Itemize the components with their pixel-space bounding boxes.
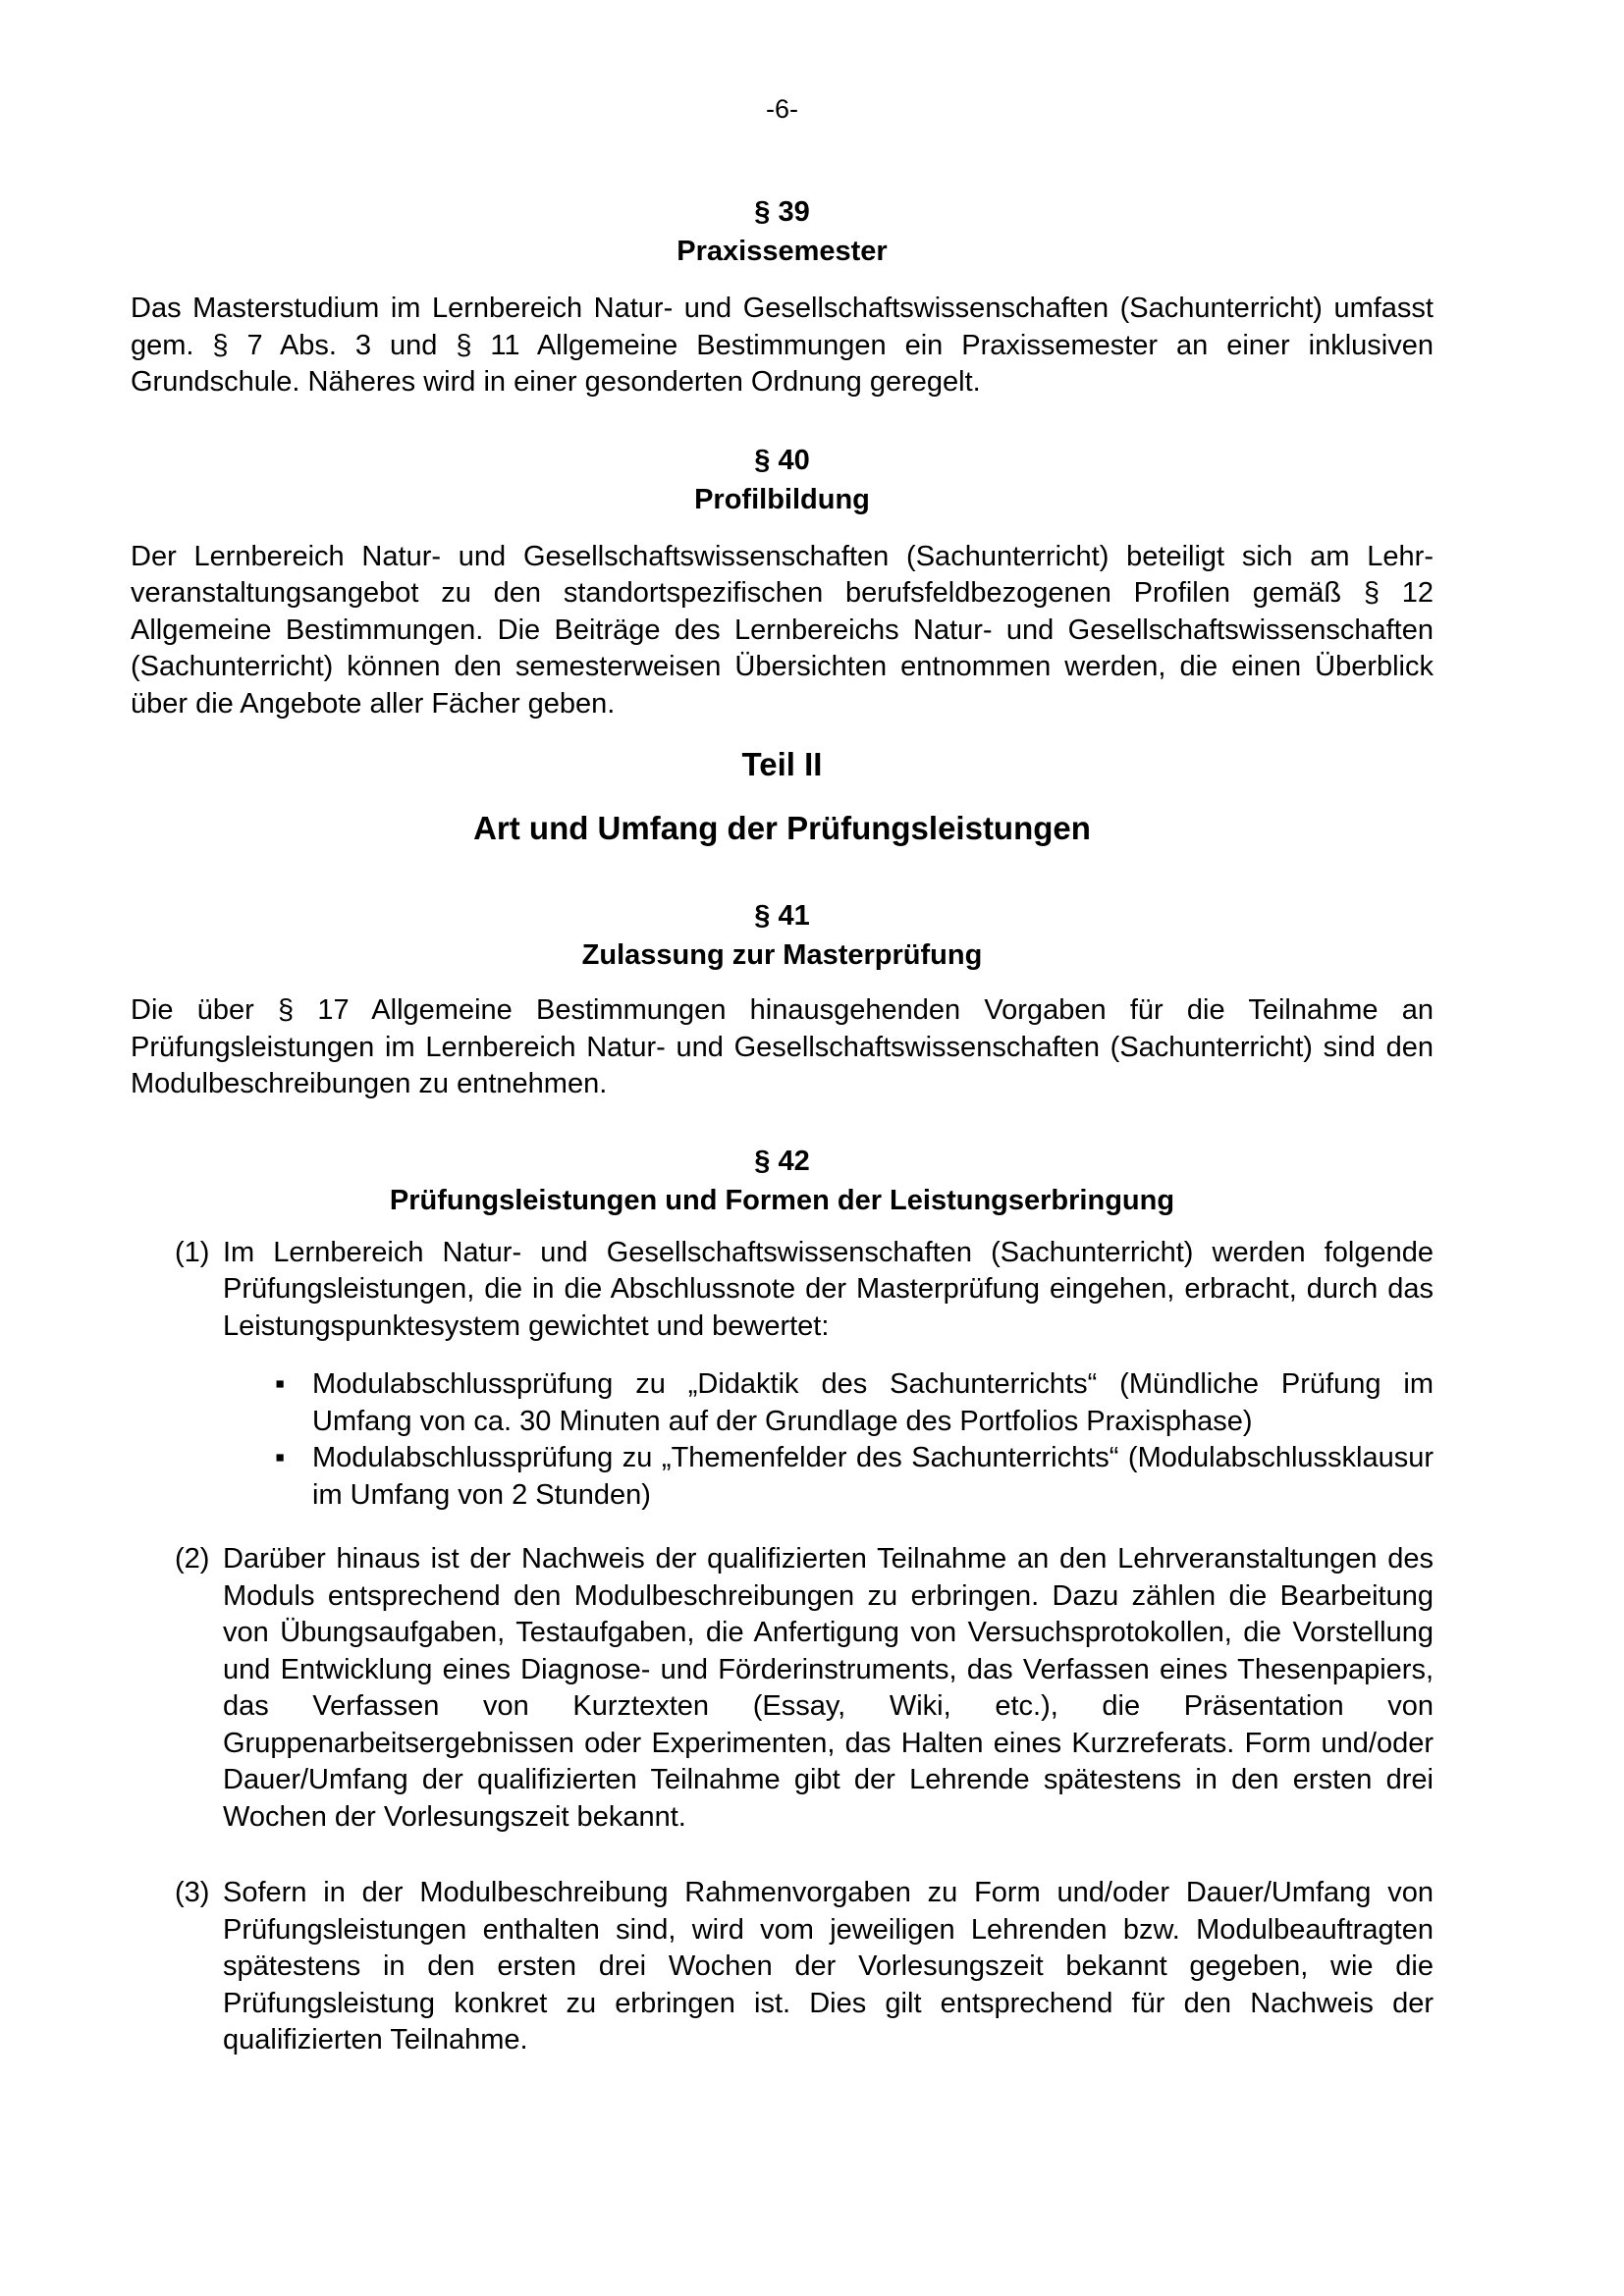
numbered-paragraph-3 (131, 1875, 1434, 2059)
section-title: Zulassung zur Masterprüfung (581, 939, 983, 971)
bullet-item (131, 1366, 1434, 1440)
part-subtitle: Art und Umfang der Prüfungsleistungen (473, 810, 1091, 846)
paragraph-39: Das Masterstudium im Lernbereich Natur- und Gesellschaftswissenschaften (Sachunterricht) umfasst gem. § 7 Abs. 3 und § 11 Allgemeine Bestimmungen ein Praxissemester an einer inklusiven Grundschule. Näheres wird in einer gesonderten Ordnung geregelt. (131, 293, 1434, 398)
numbered-paragraph-text: Im Lernbereich Natur- und Gesellschaftswissenschaften (Sachunterricht) werden folgende Prüfungsleistungen, die in die Abschlussnote der Masterprüfung eingehen, erbracht, durch das Leistungspunktesystem gewichtet und bewertet: (223, 1236, 1434, 1342)
section-heading-40 (131, 441, 1434, 519)
square-bullet-icon: ▪ (275, 1368, 286, 1400)
section-heading-39 (131, 192, 1434, 271)
paragraph-marker: (2) (175, 1543, 210, 1575)
square-bullet-icon: ▪ (275, 1442, 286, 1473)
numbered-paragraph-1 (131, 1235, 1434, 1346)
section-number: § 42 (754, 1145, 810, 1177)
section-title: Praxissemester (677, 236, 888, 267)
paragraph-marker: (1) (175, 1236, 210, 1268)
bullet-item-text: Modulabschlussprüfung zu „Themenfelder des Sachunterrichts“ (Modulabschlussklausur im Umfang von 2 Stunden) (312, 1442, 1434, 1511)
paragraph-marker: (3) (175, 1877, 210, 1908)
section-heading-41 (131, 896, 1434, 975)
bullet-item (131, 1440, 1434, 1514)
section-number: § 39 (754, 196, 810, 228)
numbered-paragraph-2 (131, 1541, 1434, 1836)
section-heading-42 (131, 1142, 1434, 1220)
page-number: -6- (766, 94, 798, 124)
bullet-item-text: Modulabschlussprüfung zu „Didaktik des Sachunterrichts“ (Mündliche Prüfung im Umfang von ca. 30 Minuten auf der Grundlage des Portfolios Praxisphase) (312, 1368, 1434, 1437)
section-number: § 41 (754, 900, 810, 932)
paragraph-40: Der Lernbereich Natur- und Gesellschaftswissenschaften (Sachunterricht) beteiligt sich am Lehrveranstaltungsangebot zu den standortspezifischen berufsfeldbezogenen Profilen gemäß § 12 Allgemeine Bestimmungen. Die Beiträge des Lernbereichs Natur- und Gesellschaftswissenschaften (Sachunterricht) können den semesterweisen Übersichten entnommen werden, die einen Überblick über die Angebote aller Fächer geben. (131, 540, 1434, 720)
part-title: Teil II (741, 746, 823, 782)
section-title: Prüfungsleistungen und Formen der Leistungserbringung (389, 1184, 1175, 1216)
section-title: Profilbildung (694, 483, 870, 515)
paragraph-41: Die über § 17 Allgemeine Bestimmungen hinausgehenden Vorgaben für die Teilnahme an Prüfungsleistungen im Lernbereich Natur- und Gesellschaftswissenschaften (Sachunterricht) sind den Modulbeschreibungen zu entnehmen. (131, 994, 1434, 1099)
numbered-paragraph-text: Darüber hinaus ist der Nachweis der qualifizierten Teilnahme an den Lehrveranstaltungen des Moduls entsprechend den Modulbeschreibungen zu erbringen. Dazu zählen die Bearbeitung von Übungsaufgaben, Testaufgaben, die Anfertigung von Versuchsprotokollen, die Vorstellung und Entwicklung eines Diagnose- und Förderinstruments, das Verfassen eines Thesenpapiers, das Verfassen von Kurztexten (Essay, Wiki, etc.), die Präsentation von Gruppenarbeitsergebnissen oder Experimenten, das Halten eines Kurzreferats. Form und/oder Dauer/Umfang der qualifizierten Teilnahme gibt der Lehrende spätestens in den ersten drei Wochen der Vorlesungszeit bekannt. (223, 1543, 1434, 1833)
numbered-paragraph-text: Sofern in der Modulbeschreibung Rahmenvorgaben zu Form und/oder Dauer/Umfang von Prüfungsleistungen enthalten sind, wird vom jeweiligen Lehrenden bzw. Modulbeauftragten spätestens in den ersten drei Wochen der Vorlesungszeit bekannt gegeben, wie die Prüfungsleistung konkret zu erbringen ist. Dies gilt entsprechend für den Nachweis der qualifizierten Teilnahme. (223, 1877, 1434, 2056)
section-number: § 40 (754, 444, 810, 476)
